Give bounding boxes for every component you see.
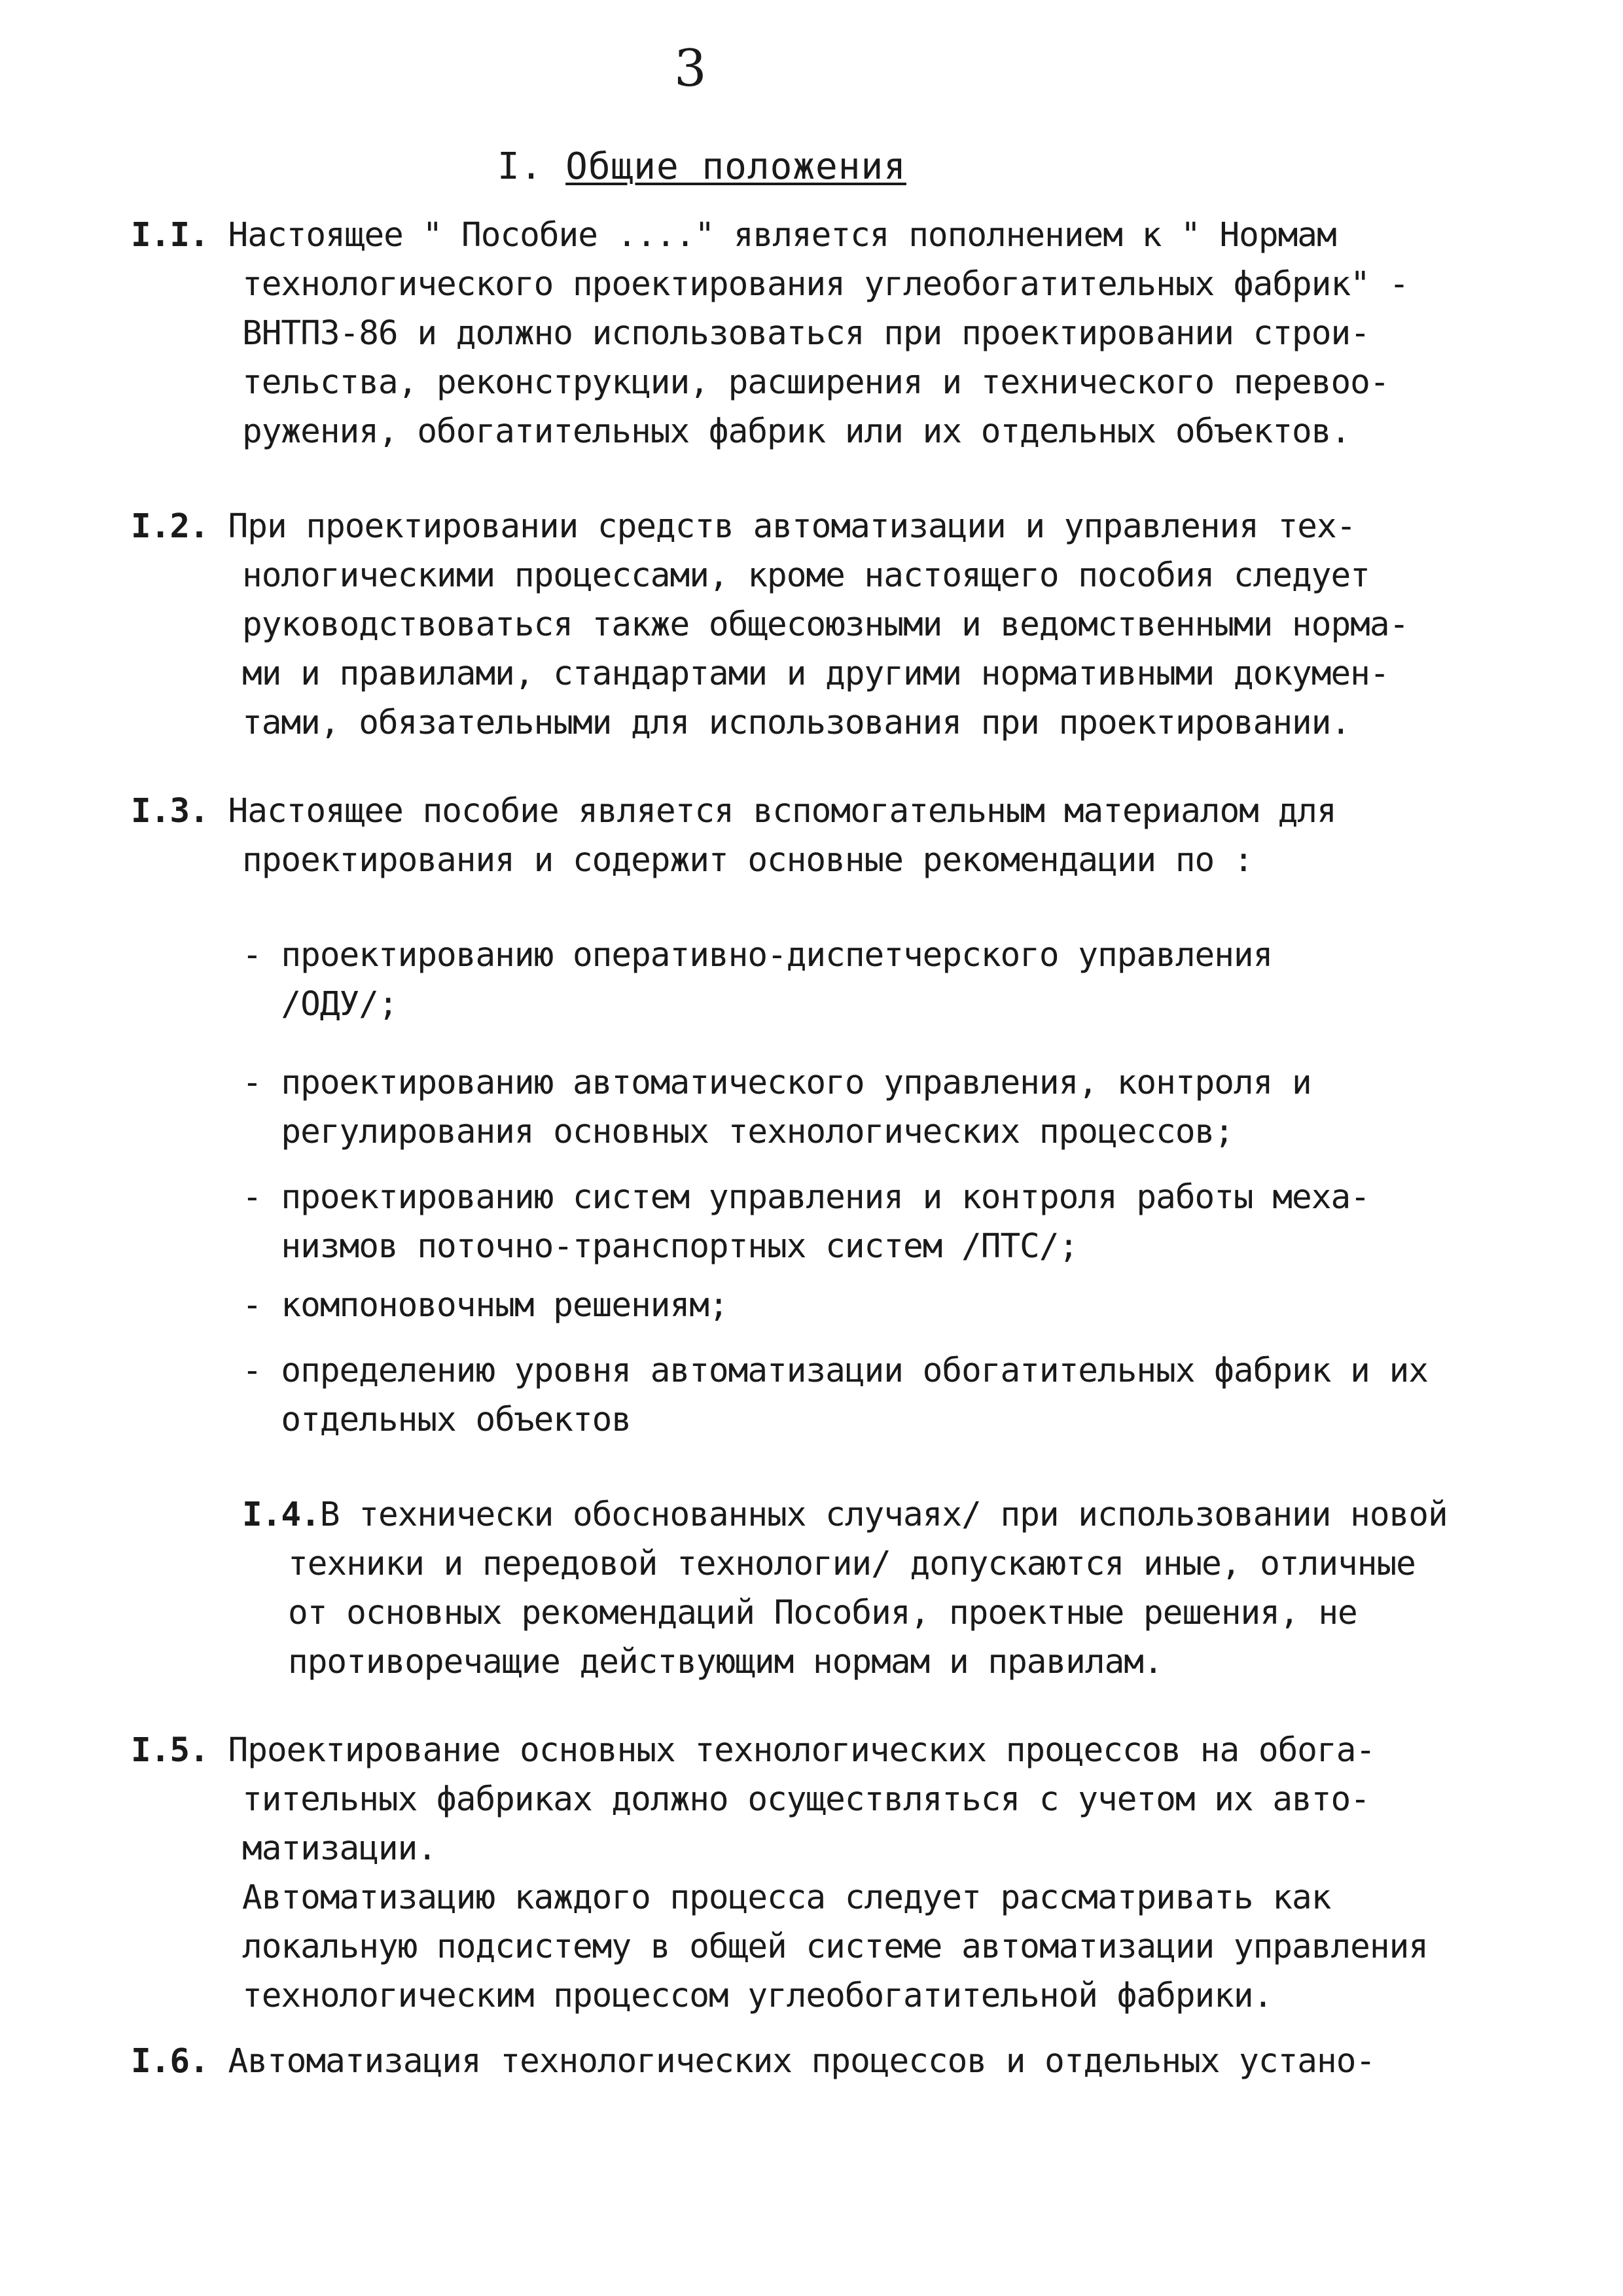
paragraph-1-1-line: тельства, реконструкции, расширения и технического перевоо- <box>242 363 1389 402</box>
paragraph-number: I.3. <box>131 792 209 831</box>
paragraph-1-1-line: ружения, обогатительных фабрик или их отдельных объектов. <box>242 412 1351 451</box>
paragraph-number: I.6. <box>131 2042 209 2081</box>
paragraph-text: При проектировании средств автоматизации и управления тех- <box>228 507 1356 546</box>
paragraph-text: Автоматизация технологических процессов и отдельных устано- <box>228 2042 1376 2081</box>
paragraph-1-5-line: Автоматизацию каждого процесса следует рассматривать как <box>242 1878 1331 1917</box>
paragraph-1-1-line: технологического проектирования углеобогатительных фабрик" - <box>242 265 1409 304</box>
bullet-item: - проектированию автоматического управления, контроля и <box>242 1064 1311 1102</box>
paragraph-text: Настоящее " Пособие ...." является пополнением к " Нормам <box>228 216 1336 255</box>
bullet-item: регулирования основных технологических процессов; <box>242 1113 1234 1151</box>
paragraph-1-1-line <box>131 216 1336 255</box>
paragraph-text: В технически обоснованных случаях/ при использовании новой <box>319 1496 1448 1534</box>
paragraph-1-3-line: проектирования и содержит основные рекомендации по : <box>242 841 1253 880</box>
section-heading <box>497 145 906 188</box>
paragraph-1-2-line: руководствоваться также общесоюзными и ведомственными норма- <box>242 605 1409 644</box>
bullet-item: - проектированию систем управления и контроля работы меха- <box>242 1178 1370 1217</box>
paragraph-number: I.2. <box>131 507 209 546</box>
paragraph-text: Проектирование основных технологических процессов на обога- <box>228 1731 1376 1770</box>
bullet-item: - компоновочным решениям; <box>242 1286 728 1325</box>
paragraph-1-2-line: тами, обязательными для использования при проектировании. <box>242 704 1351 742</box>
paragraph-number: I.4. <box>242 1496 320 1534</box>
bullet-item: /ОДУ/; <box>242 985 398 1024</box>
paragraph-1-5-line: тительных фабриках должно осуществляться с учетом их авто- <box>242 1780 1370 1819</box>
paragraph-1-2-line: ми и правилами, стандартами и другими нормативными докумен- <box>242 655 1389 693</box>
paragraph-1-5-line: матизации. <box>242 1829 437 1868</box>
paragraph-1-1-line: ВНТП3-86 и должно использоваться при проектировании строи- <box>242 314 1370 353</box>
section-number: I. <box>497 145 543 188</box>
paragraph-1-2-line: нологическими процессами, кроме настоящего пособия следует <box>242 556 1370 595</box>
paragraph-1-5-line: технологическим процессом углеобогатительной фабрики. <box>242 1977 1273 2015</box>
bullet-item: отдельных объектов <box>242 1401 632 1439</box>
paragraph-1-6-line <box>131 2042 1375 2081</box>
paragraph-number: I.5. <box>131 1731 209 1770</box>
paragraph-number: I.I. <box>131 216 209 255</box>
page-number: 3 <box>674 39 707 98</box>
paragraph-1-3-line <box>131 792 1336 831</box>
paragraph-1-4-line: от основных рекомендаций Пособия, проектные решения, не <box>288 1594 1357 1632</box>
paragraph-1-4-line: противоречащие действующим нормам и правилам. <box>288 1643 1163 1681</box>
paragraph-1-2-line <box>131 507 1355 546</box>
paragraph-1-4-line: техники и передовой технологии/ допускаются иные, отличные <box>288 1545 1416 1583</box>
paragraph-1-5-line <box>131 1731 1375 1770</box>
paragraph-text: Настоящее пособие является вспомогательным материалом для <box>228 792 1336 831</box>
paragraph-1-4-line <box>242 1496 1448 1534</box>
bullet-item: - проектированию оперативно-диспетчерского управления <box>242 936 1273 975</box>
paragraph-1-5-line: локальную подсистему в общей системе автоматизации управления <box>242 1928 1428 1966</box>
section-title: Общие положения <box>565 145 906 188</box>
bullet-item: низмов поточно-транспортных систем /ПТС/; <box>242 1227 1079 1266</box>
bullet-item: - определению уровня автоматизации обогатительных фабрик и их <box>242 1352 1428 1390</box>
